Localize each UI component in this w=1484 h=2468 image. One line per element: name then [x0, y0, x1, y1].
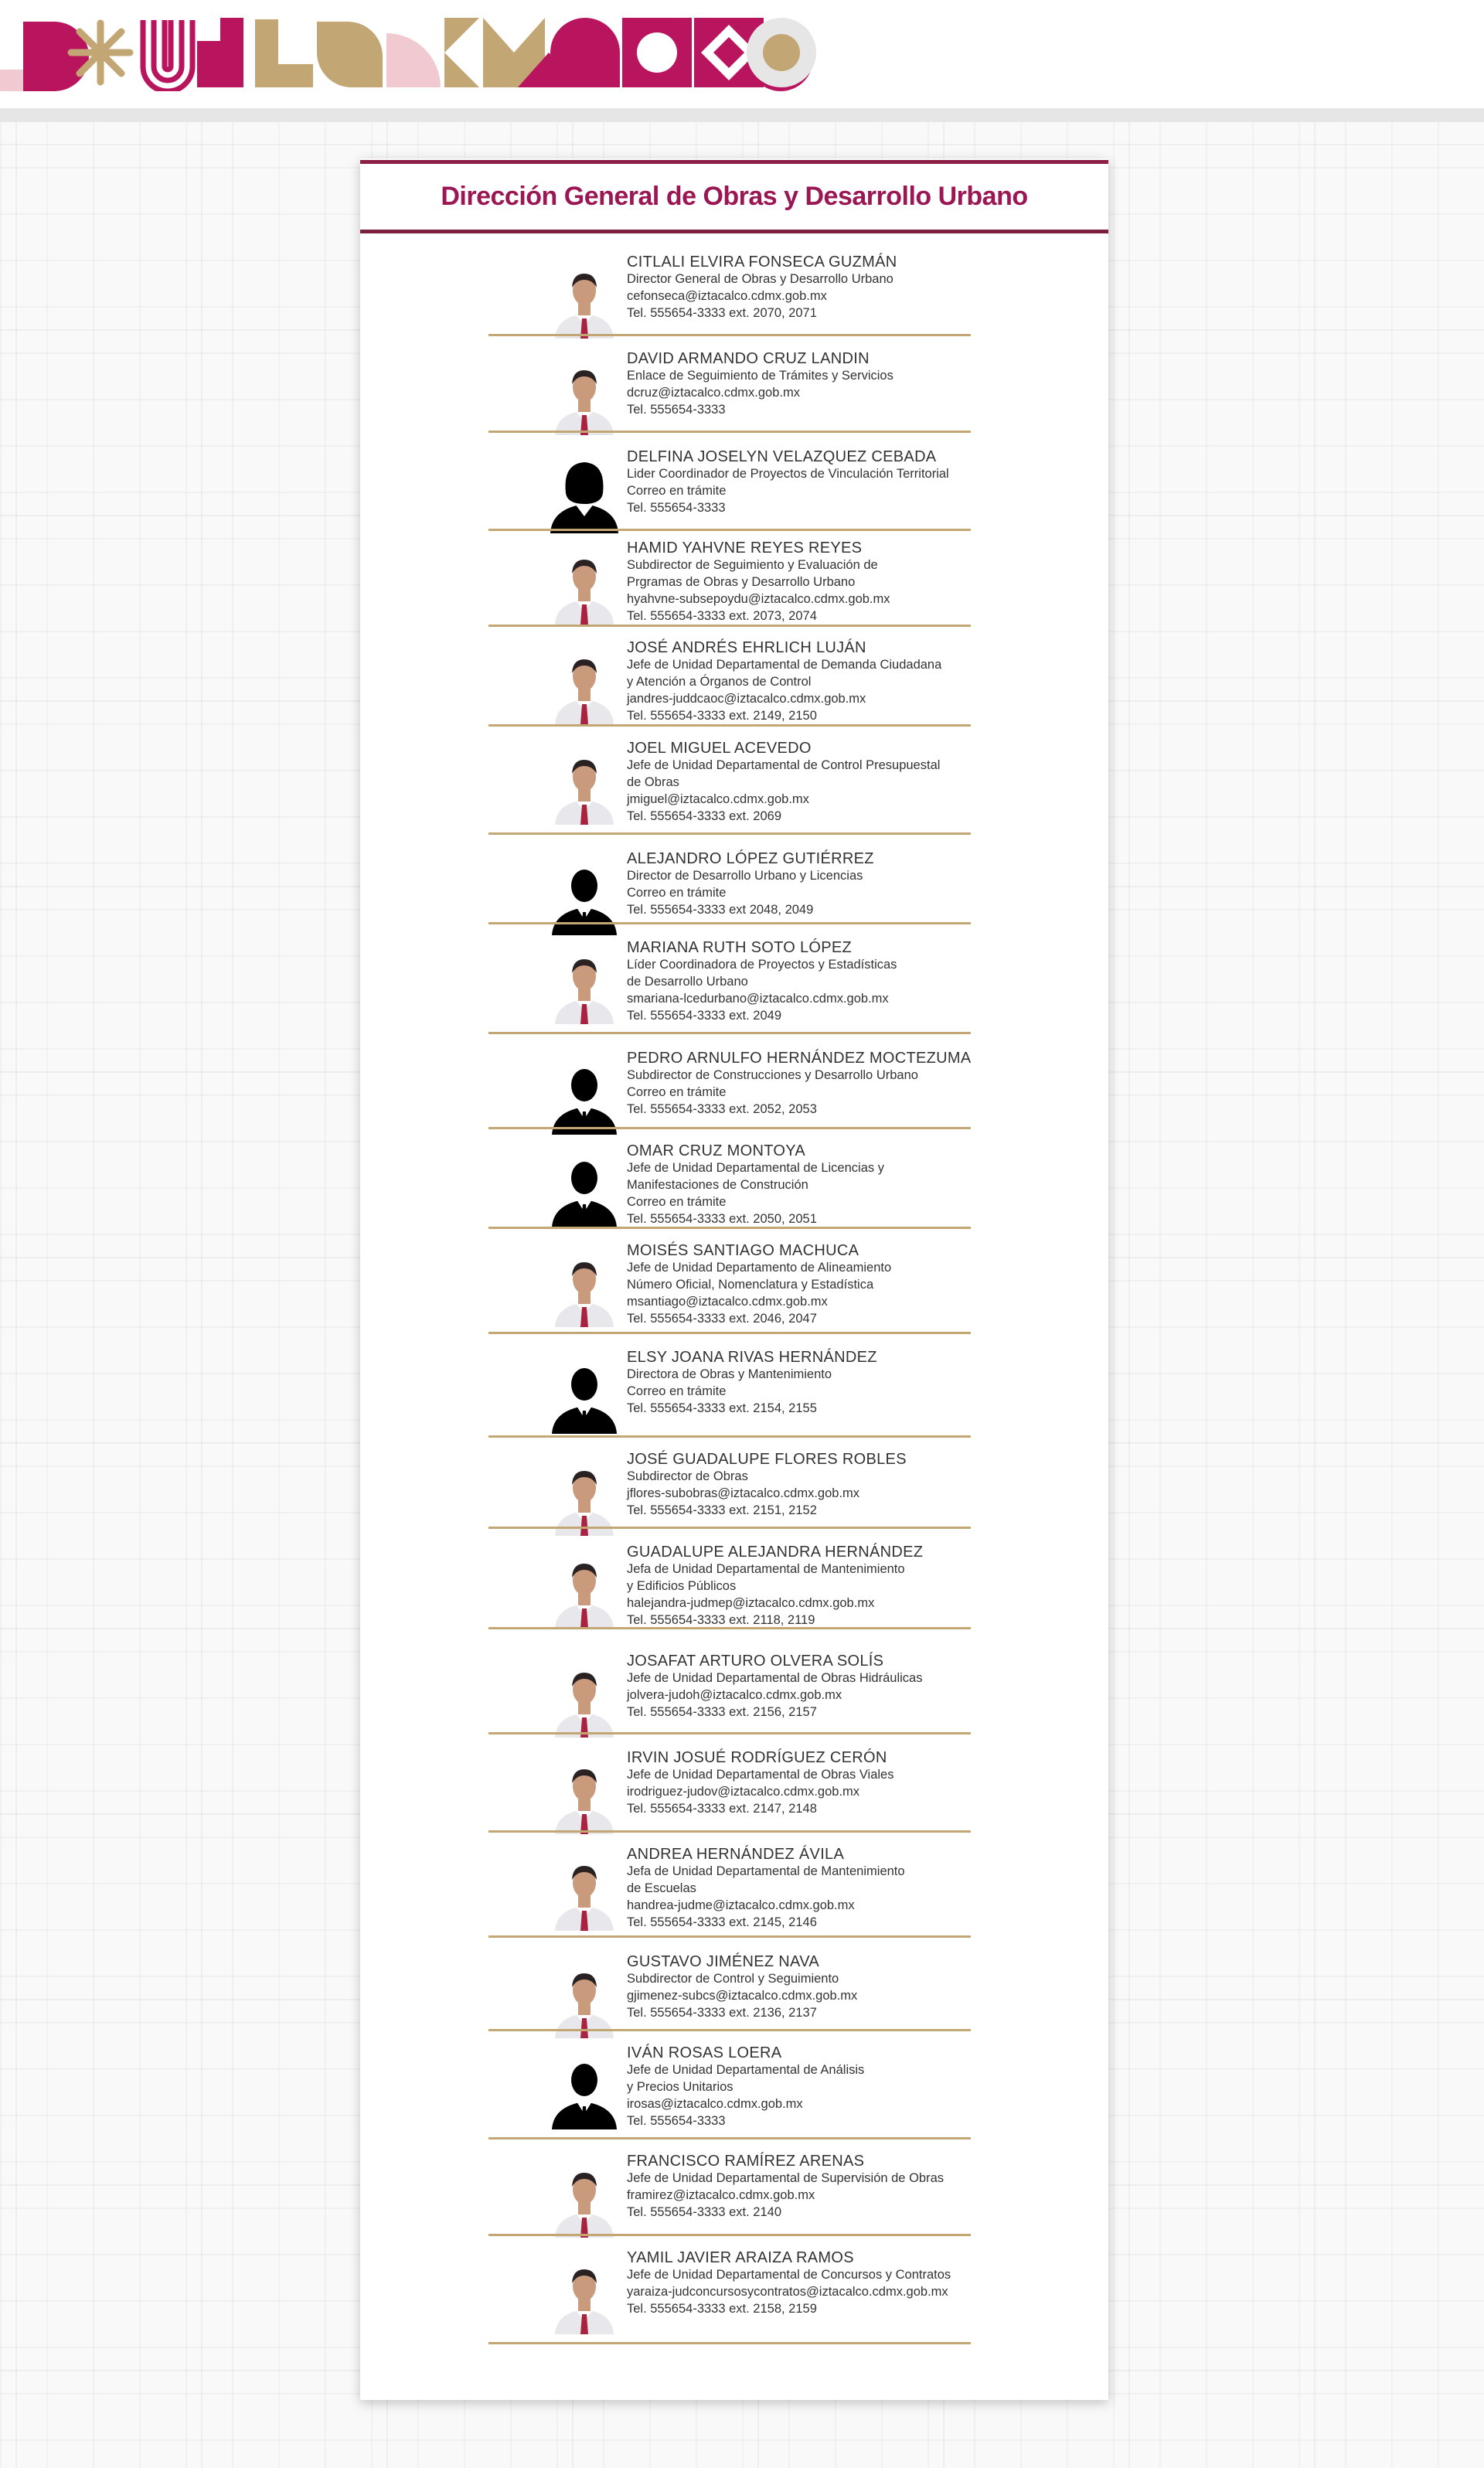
- entry-divider: [488, 1227, 971, 1229]
- staff-name: PEDRO ARNULFO HERNÁNDEZ MOCTEZUMA: [627, 1050, 972, 1067]
- staff-phone: Tel. 555654-3333 ext. 2156, 2157: [627, 1705, 817, 1719]
- staff-detail: Jefe de Unidad Departamental de Análisis: [627, 2063, 865, 2077]
- staff-name: GUADALUPE ALEJANDRA HERNÁNDEZ: [627, 1544, 924, 1561]
- staff-email[interactable]: framirez@iztacalco.cdmx.gob.mx: [627, 2188, 815, 2202]
- staff-name: FRANCISCO RAMÍREZ ARENAS: [627, 2153, 865, 2170]
- entry-divider: [488, 724, 971, 727]
- staff-name: MARIANA RUTH SOTO LÓPEZ: [627, 939, 853, 956]
- entry-divider: [488, 2234, 971, 2236]
- entry-divider: [488, 2029, 971, 2031]
- staff-email[interactable]: irosas@iztacalco.cdmx.gob.mx: [627, 2097, 803, 2111]
- staff-name: HAMID YAHVNE REYES REYES: [627, 540, 863, 557]
- staff-info: [627, 2249, 1060, 2317]
- person-photo: [546, 2160, 623, 2238]
- staff-email[interactable]: jolvera-judoh@iztacalco.cdmx.gob.mx: [627, 1688, 842, 1702]
- staff-detail: Jefa de Unidad Departamental de Mantenimiento: [627, 1864, 905, 1878]
- staff-info: [627, 1953, 1060, 2021]
- entry-divider: [488, 1627, 971, 1629]
- staff-detail: Jefe de Unidad Departamental de Supervisión de Obras: [627, 2171, 944, 2185]
- staff-phone: Tel. 555654-3333: [627, 501, 726, 515]
- staff-info: [627, 1749, 1060, 1817]
- staff-name: IVÁN ROSAS LOERA: [627, 2044, 782, 2061]
- page-title: Dirección General de Obras y Desarrollo Urbano: [441, 182, 1028, 211]
- entry-divider: [488, 1032, 971, 1034]
- person-photo: [546, 747, 623, 825]
- silhouette-male-icon: [546, 2052, 623, 2129]
- staff-info: [627, 540, 1060, 625]
- staff-email[interactable]: gjimenez-subcs@iztacalco.cdmx.gob.mx: [627, 1989, 858, 2003]
- staff-email[interactable]: irodriguez-judov@iztacalco.cdmx.gob.mx: [627, 1785, 860, 1799]
- person-photo: [546, 1757, 623, 1834]
- staff-info: [627, 1349, 1060, 1417]
- staff-phone: Tel. 555654-3333 ext. 2050, 2051: [627, 1212, 817, 1226]
- person-photo: [546, 647, 623, 724]
- staff-name: ALEJANDRO LÓPEZ GUTIÉRREZ: [627, 850, 874, 867]
- staff-detail: de Escuelas: [627, 1881, 696, 1895]
- entry-divider: [488, 1935, 971, 1938]
- entry-divider: [488, 334, 971, 336]
- staff-name: GUSTAVO JIMÉNEZ NAVA: [627, 1953, 819, 1970]
- staff-detail: Jefa de Unidad Departamental de Mantenimiento: [627, 1562, 905, 1576]
- staff-detail: Subdirector de Construcciones y Desarrollo Urbano: [627, 1068, 918, 1082]
- staff-info: [627, 939, 1060, 1024]
- staff-detail: Subdirector de Obras: [627, 1469, 748, 1483]
- staff-info: [627, 1142, 1060, 1227]
- staff-name: YAMIL JAVIER ARAIZA RAMOS: [627, 2249, 854, 2266]
- staff-detail: Correo en trámite: [627, 484, 727, 498]
- staff-info: [627, 1846, 1060, 1931]
- entry-divider: [488, 625, 971, 627]
- staff-info: [627, 1451, 1060, 1519]
- staff-email[interactable]: jandres-juddcaoc@iztacalco.cdmx.gob.mx: [627, 692, 866, 706]
- staff-phone: Tel. 555654-3333 ext. 2151, 2152: [627, 1503, 817, 1517]
- staff-info: [627, 1653, 1060, 1721]
- staff-info: [627, 1242, 1060, 1327]
- staff-name: OMAR CRUZ MONTOYA: [627, 1142, 806, 1159]
- staff-name: JOSAFAT ARTURO OLVERA SOLÍS: [627, 1653, 884, 1670]
- person-photo: [546, 1961, 623, 2038]
- entry-divider: [488, 922, 971, 924]
- entry-divider: [488, 1332, 971, 1334]
- staff-detail: Manifestaciones de Construción: [627, 1178, 808, 1192]
- silhouette-male-icon: [546, 1357, 623, 1434]
- staff-name: CITLALI ELVIRA FONSECA GUZMÁN: [627, 254, 897, 271]
- staff-info: [627, 448, 1060, 516]
- entry-divider: [488, 431, 971, 433]
- staff-detail: Jefe de Unidad Departamental de Demanda Ciudadana: [627, 658, 942, 672]
- person-photo: [546, 547, 623, 625]
- staff-detail: Prgramas de Obras y Desarrollo Urbano: [627, 575, 856, 589]
- staff-info: [627, 639, 1060, 724]
- silhouette-male-icon: [546, 1150, 623, 1227]
- staff-detail: Directora de Obras y Mantenimiento: [627, 1367, 832, 1381]
- staff-phone: Tel. 555654-3333: [627, 403, 726, 417]
- entry-divider: [488, 1732, 971, 1734]
- person-photo: [546, 1250, 623, 1327]
- entry-divider: [488, 1830, 971, 1833]
- staff-phone: Tel. 555654-3333 ext. 2073, 2074: [627, 609, 817, 623]
- staff-detail: Número Oficial, Nomenclatura y Estadística: [627, 1278, 874, 1292]
- person-photo: [546, 947, 623, 1024]
- staff-detail: y Edificios Públicos: [627, 1579, 737, 1593]
- staff-name: JOSÉ ANDRÉS EHRLICH LUJÁN: [627, 639, 866, 656]
- staff-detail: Correo en trámite: [627, 1384, 727, 1398]
- staff-detail: y Atención a Órganos de Control: [627, 675, 812, 689]
- staff-detail: Jefe de Unidad Departamental de Obras Viales: [627, 1768, 894, 1782]
- decorative-banner: [0, 14, 835, 91]
- staff-email[interactable]: handrea-judme@iztacalco.cdmx.gob.mx: [627, 1898, 855, 1912]
- staff-email[interactable]: dcruz@iztacalco.cdmx.gob.mx: [627, 386, 800, 400]
- staff-info: [627, 350, 1060, 418]
- person-photo: [546, 1660, 623, 1738]
- staff-email[interactable]: smariana-lcedurbano@iztacalco.cdmx.gob.mx: [627, 992, 889, 1006]
- staff-info: [627, 740, 1060, 825]
- person-photo: [546, 2257, 623, 2334]
- entry-divider: [488, 2137, 971, 2140]
- staff-detail: Correo en trámite: [627, 1195, 727, 1209]
- staff-phone: Tel. 555654-3333: [627, 2114, 726, 2128]
- staff-email[interactable]: cefonseca@iztacalco.cdmx.gob.mx: [627, 289, 827, 303]
- staff-phone: Tel. 555654-3333 ext. 2149, 2150: [627, 709, 817, 723]
- staff-detail: Jefe de Unidad Departamental de Control Presupuestal: [627, 758, 941, 772]
- staff-detail: Jefe de Unidad Departamental de Licencias y: [627, 1161, 884, 1175]
- staff-detail: Jefe de Unidad Departamental de Concursos y Contratos: [627, 2268, 951, 2282]
- person-photo: [546, 1854, 623, 1931]
- staff-phone: Tel. 555654-3333 ext. 2046, 2047: [627, 1312, 817, 1326]
- staff-name: JOEL MIGUEL ACEVEDO: [627, 740, 812, 757]
- silhouette-male-icon: [546, 1057, 623, 1135]
- staff-email[interactable]: jflores-subobras@iztacalco.cdmx.gob.mx: [627, 1486, 860, 1500]
- staff-name: JOSÉ GUADALUPE FLORES ROBLES: [627, 1451, 907, 1468]
- entry-divider: [488, 1127, 971, 1129]
- staff-detail: Enlace de Seguimiento de Trámites y Servicios: [627, 369, 893, 383]
- staff-name: IRVIN JOSUÉ RODRÍGUEZ CERÓN: [627, 1749, 887, 1766]
- entry-divider: [488, 2342, 971, 2344]
- staff-phone: Tel. 555654-3333 ext. 2136, 2137: [627, 2006, 817, 2020]
- staff-phone: Tel. 555654-3333 ext. 2052, 2053: [627, 1102, 817, 1116]
- person-photo: [546, 358, 623, 435]
- entry-divider: [488, 1527, 971, 1529]
- staff-name: DAVID ARMANDO CRUZ LANDIN: [627, 350, 870, 367]
- staff-phone: Tel. 555654-3333 ext. 2145, 2146: [627, 1915, 817, 1929]
- staff-detail: Subdirector de Control y Seguimiento: [627, 1972, 839, 1986]
- staff-detail: Líder Coordinadora de Proyectos y Estadísticas: [627, 958, 897, 972]
- staff-email[interactable]: jmiguel@iztacalco.cdmx.gob.mx: [627, 792, 809, 806]
- decorative-circles: [739, 14, 824, 91]
- staff-detail: Jefe de Unidad Departamento de Alineamiento: [627, 1261, 892, 1275]
- staff-detail: Lider Coordinador de Proyectos de Vinculación Territorial: [627, 467, 949, 481]
- staff-name: DELFINA JOSELYN VELAZQUEZ CEBADA: [627, 448, 937, 465]
- staff-detail: Correo en trámite: [627, 1085, 727, 1099]
- staff-detail: Director de Desarrollo Urbano y Licencias: [627, 869, 863, 883]
- staff-phone: Tel. 555654-3333 ext 2048, 2049: [627, 903, 814, 917]
- staff-list: [360, 158, 1108, 2400]
- staff-info: [627, 254, 1060, 322]
- entry-divider: [488, 1435, 971, 1438]
- entry-divider: [488, 529, 971, 531]
- entry-divider: [488, 832, 971, 835]
- person-photo: [546, 1551, 623, 1629]
- staff-email[interactable]: msantiago@iztacalco.cdmx.gob.mx: [627, 1295, 828, 1309]
- staff-phone: Tel. 555654-3333 ext. 2069: [627, 809, 781, 823]
- silhouette-female-icon: [546, 456, 623, 533]
- staff-phone: Tel. 555654-3333 ext. 2118, 2119: [627, 1613, 815, 1627]
- staff-info: [627, 2153, 1060, 2221]
- staff-name: ELSY JOANA RIVAS HERNÁNDEZ: [627, 1349, 877, 1366]
- header-band: [0, 0, 1484, 108]
- staff-detail: Director General de Obras y Desarrollo Urbano: [627, 272, 893, 286]
- person-photo: [546, 1459, 623, 1536]
- staff-phone: Tel. 555654-3333 ext. 2140: [627, 2205, 781, 2219]
- staff-phone: Tel. 555654-3333 ext. 2154, 2155: [627, 1401, 817, 1415]
- divider-band: [0, 108, 1484, 122]
- directory-card: [360, 158, 1108, 2400]
- staff-phone: Tel. 555654-3333 ext. 2147, 2148: [627, 1802, 817, 1816]
- staff-name: MOISÉS SANTIAGO MACHUCA: [627, 1242, 859, 1259]
- staff-detail: de Desarrollo Urbano: [627, 975, 748, 989]
- staff-phone: Tel. 555654-3333 ext. 2049: [627, 1009, 781, 1023]
- staff-email[interactable]: halejandra-judmep@iztacalco.cdmx.gob.mx: [627, 1596, 875, 1610]
- staff-detail: y Precios Unitarios: [627, 2080, 733, 2094]
- staff-info: [627, 850, 1060, 918]
- staff-phone: Tel. 555654-3333 ext. 2070, 2071: [627, 306, 817, 320]
- staff-info: [627, 1544, 1060, 1629]
- staff-email[interactable]: yaraiza-judconcursosycontratos@iztacalco.cdmx.gob.mx: [627, 2285, 948, 2299]
- staff-email[interactable]: hyahvne-subsepoydu@iztacalco.cdmx.gob.mx: [627, 592, 890, 606]
- staff-info: [627, 2044, 1060, 2129]
- staff-detail: Jefe de Unidad Departamental de Obras Hidráulicas: [627, 1671, 923, 1685]
- staff-info: [627, 1050, 1060, 1118]
- staff-detail: Subdirector de Seguimiento y Evaluación de: [627, 558, 878, 572]
- staff-detail: Correo en trámite: [627, 886, 727, 900]
- person-photo: [546, 261, 623, 339]
- staff-name: ANDREA HERNÁNDEZ ÁVILA: [627, 1846, 845, 1863]
- staff-phone: Tel. 555654-3333 ext. 2158, 2159: [627, 2302, 817, 2316]
- staff-detail: de Obras: [627, 775, 679, 789]
